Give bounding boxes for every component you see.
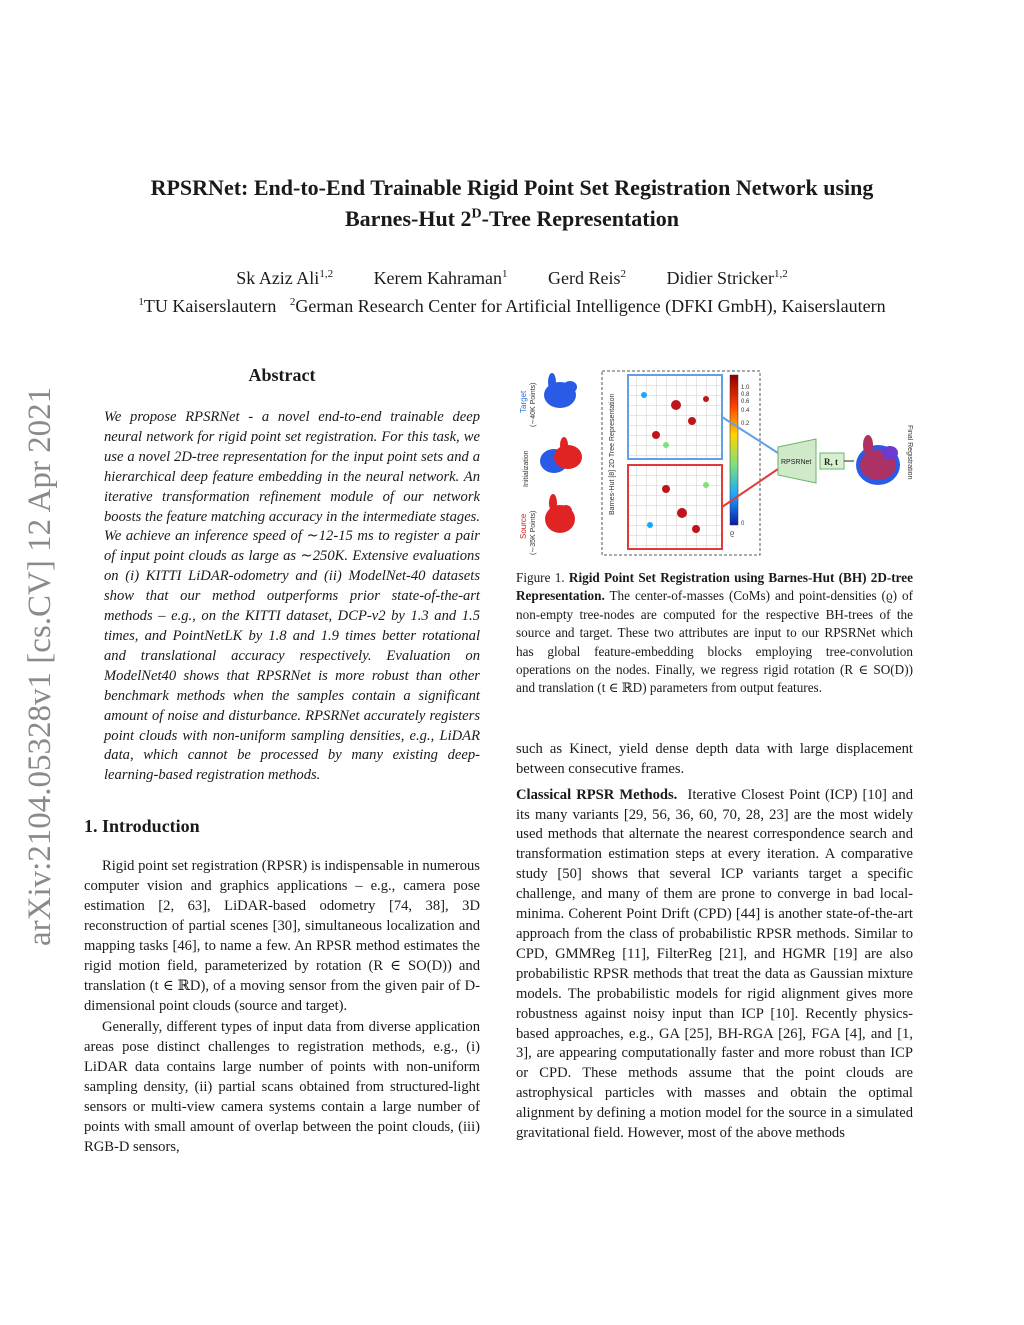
arxiv-id: arXiv:2104.05328v1 [cs.CV] 12 Apr 2021 bbox=[22, 386, 58, 946]
colorbar-tick: 0.6 bbox=[741, 399, 750, 405]
intro-paragraph-1: Rigid point set registration (RPSR) is indispensable in numerous computer vision and graphics applications – e.g., camera pose estimation [2, 63], LiDAR-based odometry [74, 38], 3D reconstruction of partial scenes [30], simultaneous localization and mapping tasks [46], to name a few. An RPSR method estimates the rigid motion field, parameterized by rotation (R ∈ SO(D)) and translation (t ∈ ℝD), of a moving sensor from the given pair of D-dimensional point clouds (source and target). bbox=[84, 858, 480, 1014]
label-final-registration: Final Registration bbox=[906, 425, 913, 480]
affiliations: $^1$TU Kaiserslautern $^2$German Research Center for Artificial Intelligence (DFKI GmbH), Kaiserslautern bbox=[138, 296, 886, 316]
colorbar-tick: 0.4 bbox=[741, 408, 750, 414]
abstract-heading: Abstract bbox=[248, 365, 316, 385]
colorbar-tick: 0.8 bbox=[741, 392, 750, 398]
arxiv-sidebar bbox=[14, 350, 66, 950]
label-source-points: (∼35K Points) bbox=[530, 510, 537, 555]
label-initialization: Initialization bbox=[523, 450, 530, 487]
classical-rpsr-paragraph: Classical RPSR Methods. Iterative Closest Point (ICP) [10] and its many variants [29, 56, 36, 60, 70, 28, 23] are the most widely used methods that alternate the nearest correspondence search and transformation estimation steps at every iteration. A comparative study [50] shows that several ICP variants target a specific challenge, and many of them are prone to converge in bad local-minima. Coherent Point Drift (CPD) [44] is another state-of-the-art approach from the class of probabilistic RPSR methods. Similar to CPD, GMMReg [11], FilterReg [21], and HGMR [19] are also probabilistic RPSR methods that treat the data as Gaussian mixture models. The probabilistic models for rigid alignment gives more robustness against noisy input than ICP [10]. Recently physics-based approaches, e.g., GA [25], BH-RGA [26], FGA [4], and [1, 3], are appearing computationally faster and more robust than ICP or CPD. These methods assume that the point clouds are astrophysical particles with masses and obtain the optimal alignment by defining a motion model for the source in a simulated gravitational field. However, most of the above methods bbox=[516, 786, 913, 1142]
figure-1 bbox=[516, 365, 913, 557]
author: Kerem Kahraman$^1$ bbox=[373, 268, 508, 288]
colorbar-tick: 0.2 bbox=[741, 421, 750, 427]
label-target-points: (∼40K Points) bbox=[530, 382, 537, 427]
author: Sk Aziz Ali$^{1,2}$ bbox=[236, 268, 334, 288]
figure-1-caption: Figure 1. Rigid Point Set Registration using Barnes-Hut (BH) 2D-tree Representation. The center-of-masses (CoMs) and point-densities (ϱ) of non-empty tree-nodes are computed for the respective BH-trees of the source and target. These two attributes are input to our RPSRNet which has global feature-embedding blocks employing tree-convolution operations on the nodes. Finally, we regress rigid rotation (R ∈ SO(D)) and translation (t ∈ ℝD) parameters from output features. bbox=[516, 570, 914, 696]
target-bunny bbox=[544, 373, 577, 408]
author-list bbox=[80, 268, 944, 289]
density-colorbar bbox=[730, 375, 738, 525]
paper-title bbox=[80, 172, 944, 234]
right-paragraph-continuation: such as Kinect, yield dense depth data with large displacement between consecutive frames. bbox=[516, 740, 913, 777]
left-column bbox=[84, 365, 480, 1158]
author: Gerd Reis$^2$ bbox=[548, 268, 626, 288]
label-source: Source bbox=[519, 513, 528, 539]
label-target: Target bbox=[519, 390, 528, 413]
colorbar-tick: 1.0 bbox=[741, 385, 750, 391]
rpsrnet-label: RPSRNet bbox=[781, 459, 812, 466]
source-tree-view bbox=[628, 465, 722, 549]
label-bh-tree: Barnes-Hut [8] 2D Tree Representation bbox=[609, 393, 616, 515]
figure-1-diagram bbox=[516, 365, 913, 557]
output-params-label: R, t bbox=[824, 457, 838, 467]
title-line-2: Barnes-Hut $2^D$-Tree Representation bbox=[345, 206, 679, 231]
intro-paragraph-2: Generally, different types of input data from diverse application areas pose distinct challenges to registration methods, e.g., (i) LiDAR data contains large number of points with non-uniform sampling density, (ii) partial scans obtained from structured-light sensors or multi-view camera systems contain a large number of points with small amount of overlap between the point clouds, (iii) RGB-D sensors, bbox=[84, 1019, 480, 1155]
final-registration-bunny bbox=[856, 435, 900, 485]
author: Didier Stricker$^{1,2}$ bbox=[666, 268, 788, 288]
classical-rpsr-heading: Classical RPSR Methods. bbox=[516, 786, 678, 803]
right-column bbox=[516, 365, 913, 1144]
source-bunny bbox=[545, 494, 575, 533]
title-line-1: RPSRNet: End-to-End Trainable Rigid Point Set Registration Network using bbox=[150, 175, 874, 200]
abstract-text: We propose RPSRNet - a novel end-to-end trainable deep neural network for rigid point set registration. For this task, we use a novel 2D-tree representation for the input point sets and a hierarchical deep feature embedding in the neural network. An iterative transformation refinement module of our network boosts the feature matching accuracy in the intermediate stages. We achieve an inference speed of ∼12-15 ms to register a pair of input point clouds as large as ∼250K. Extensive evaluations on (i) KITTI LiDAR-odometry and (ii) ModelNet-40 datasets show that our method outperforms prior state-of-the-art methods – e.g., on the KITTI dataset, DCP-v2 by 1.3 and 1.5 times, and PointNetLK by 1.8 and 1.9 times better rotational and translational accuracy respectively. Evaluation on ModelNet40 shows that RPSRNet is more robust than other benchmark methods when the samples contain a significant amount of noise and disturbance. RPSRNet accurately registers point clouds with non-uniform sampling densities, e.g., LiDAR data, which cannot be processed by many existing deep-learning-based registration methods. bbox=[104, 409, 480, 784]
target-tree-view bbox=[628, 375, 722, 459]
colorbar-label: ϱ bbox=[730, 528, 735, 537]
section-heading-introduction: 1. Introduction bbox=[84, 816, 200, 837]
colorbar-tick: 0 bbox=[741, 521, 745, 527]
initialization-bunnies bbox=[540, 437, 582, 473]
